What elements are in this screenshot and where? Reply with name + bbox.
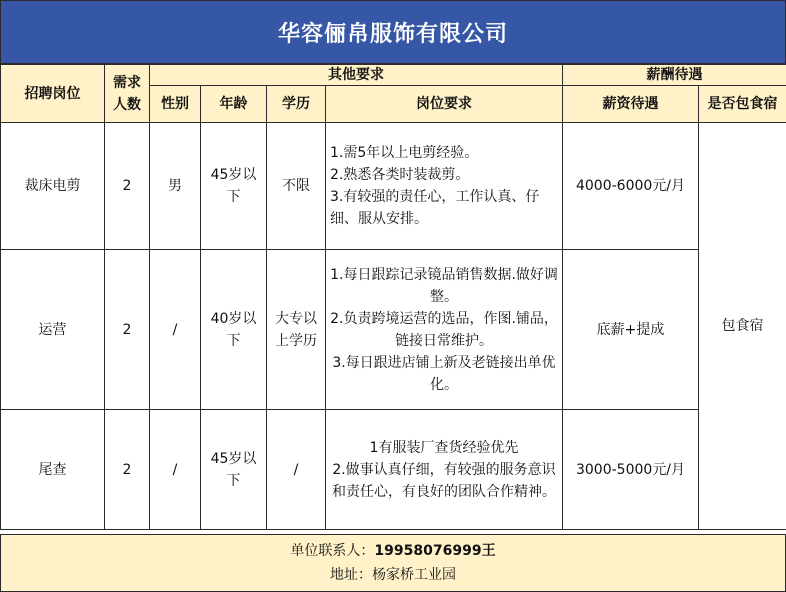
requirement-line: 2.熟悉各类时装裁剪。	[330, 167, 470, 183]
education-cell: 不限	[267, 123, 326, 250]
header-salary-benefits: 薪酬待遇	[563, 65, 786, 86]
contact-value: 19958076999王	[374, 543, 496, 559]
salary-cell: 4000-6000元/月	[563, 123, 699, 250]
contact-label: 单位联系人：	[290, 543, 375, 559]
count-cell: 2	[105, 123, 150, 250]
education-cell: 大专以上学历	[267, 250, 326, 410]
position-cell: 裁床电剪	[1, 123, 105, 250]
requirements-cell	[326, 250, 563, 410]
requirement-line: 2.负责跨境运营的选品，作图.铺品，链接日常维护。	[330, 310, 558, 349]
requirement-line: 1.每日跟踪记录镜品销售数据.做好调整。	[330, 266, 558, 305]
requirement-line: 3.每日跟进店铺上新及老链接出单优化。	[332, 354, 556, 393]
requirement-line: 1.需5年以上电剪经验。	[330, 145, 479, 161]
recruitment-table	[0, 64, 786, 530]
salary-cell: 3000-5000元/月	[563, 410, 699, 530]
gender-cell: /	[150, 250, 201, 410]
address-label: 地址：	[330, 567, 372, 583]
contact-footer	[0, 534, 786, 592]
header-salary: 薪资待遇	[563, 86, 699, 123]
table-row	[1, 123, 786, 250]
table-row	[1, 410, 786, 530]
header-other-requirements: 其他要求	[150, 65, 563, 86]
header-education: 学历	[267, 86, 326, 123]
header-count: 需求人数	[105, 65, 150, 123]
gender-cell: 男	[150, 123, 201, 250]
position-cell: 运营	[1, 250, 105, 410]
count-cell: 2	[105, 250, 150, 410]
requirement-line: 1有服装厂查货经验优先	[369, 439, 519, 456]
gender-cell: /	[150, 410, 201, 530]
education-cell: /	[267, 410, 326, 530]
board-lodging-cell: 包食宿	[699, 123, 786, 530]
contact-line	[290, 539, 495, 563]
address-value: 杨家桥工业园	[372, 567, 456, 583]
salary-cell: 底薪+提成	[563, 250, 699, 410]
requirements-cell	[326, 410, 563, 530]
table-row	[1, 250, 786, 410]
age-cell: 45岁以下	[201, 410, 267, 530]
age-cell: 40岁以下	[201, 250, 267, 410]
age-cell: 45岁以下	[201, 123, 267, 250]
requirement-line: 3.有较强的责任心，工作认真、仔细、服从安排。	[330, 189, 540, 227]
header-board-lodging: 是否包食宿	[699, 86, 786, 123]
company-title: 华容俪帛服饰有限公司	[0, 0, 786, 64]
header-position: 招聘岗位	[1, 65, 105, 123]
header-gender: 性别	[150, 86, 201, 123]
header-age: 年龄	[201, 86, 267, 123]
requirements-cell	[326, 123, 563, 250]
count-cell: 2	[105, 410, 150, 530]
position-cell: 尾查	[1, 410, 105, 530]
header-job-requirements: 岗位要求	[326, 86, 563, 123]
requirement-line: 2.做事认真仔细，有较强的服务意识和责任心，有良好的团队合作精神。	[332, 461, 556, 500]
address-line	[330, 563, 456, 587]
